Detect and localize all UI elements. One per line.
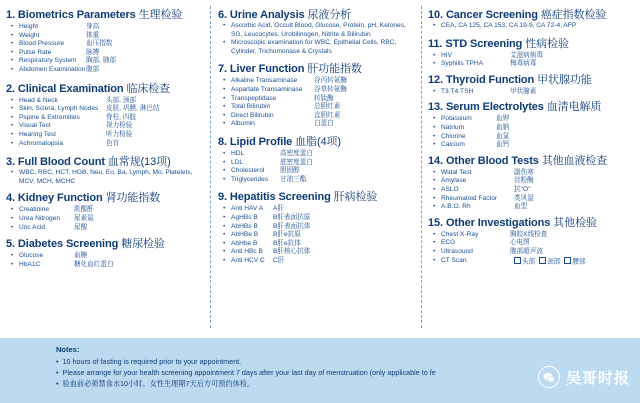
list-item	[6, 252, 204, 261]
item-name-en: CT Scan	[441, 256, 467, 264]
list-item	[428, 203, 634, 212]
item-name-cn: 甲状腺素	[510, 87, 537, 95]
item-name-cn: 色盲	[106, 139, 120, 147]
item-name-en: T3.T4.TSH	[441, 87, 474, 95]
section-title-cn: 肾功能指数	[105, 192, 161, 205]
item-list	[428, 88, 634, 97]
section-s1	[6, 8, 204, 75]
section-s10	[428, 8, 634, 31]
item-name-cn: B肝核心抗体	[273, 248, 311, 256]
list-item	[218, 103, 414, 112]
section-s9	[218, 190, 414, 265]
section-title	[428, 73, 634, 87]
section-title-en: 8. Lipid Profile	[218, 135, 293, 148]
list-item	[6, 66, 204, 75]
section-title	[428, 100, 634, 114]
checkbox[interactable]	[514, 257, 521, 264]
item-list	[6, 206, 204, 232]
item-name-cn: C肝	[273, 256, 285, 264]
section-title-en: 1. Biometrics Parameters	[6, 9, 136, 21]
list-item	[218, 77, 414, 86]
section-title-en: 10. Cancer Screening	[428, 9, 538, 21]
item-list	[6, 97, 204, 149]
item-name-cn: 糖化血红蛋白	[74, 260, 114, 268]
section-s13	[428, 100, 634, 149]
list-item	[428, 195, 634, 204]
section-s4	[6, 191, 204, 232]
item-paragraph: • CEA, CA 125, CA 153, CA 19-9, CA 72-4, AFP	[428, 22, 634, 31]
item-name-en: Chlorine	[441, 132, 466, 140]
list-item	[218, 257, 414, 266]
item-name-en: Anti HBc B	[231, 248, 263, 256]
item-list	[6, 252, 204, 269]
item-name-en: Blood Pressure	[19, 40, 65, 48]
chat-bubble-icon	[538, 366, 560, 388]
list-item	[6, 105, 204, 114]
section-title-en: 14. Other Blood Tests	[428, 154, 539, 167]
checkbox-label: 腰部	[572, 258, 586, 265]
item-name-en: Potassium	[441, 115, 472, 123]
ct-options	[510, 257, 586, 267]
checkbox[interactable]	[539, 257, 546, 264]
list-item	[6, 23, 204, 32]
item-name-en: Syphilis TPHA	[441, 60, 484, 68]
section-title-cn: 其他检验	[553, 216, 597, 229]
item-name-en: HIV	[441, 51, 452, 59]
section-title	[218, 8, 414, 22]
item-name-en: A.B.O. Rh	[441, 203, 471, 211]
checkbox-label: 头部	[522, 258, 536, 265]
item-name-en: Anti HAV A	[231, 205, 264, 213]
section-title-cn: 甲状腺功能	[537, 73, 592, 86]
item-name-cn: 尿酸	[74, 223, 88, 231]
item-name-cn: 副伤寒	[514, 168, 534, 176]
section-title-cn: 癌症指数检验	[540, 9, 607, 21]
section-title-cn: 生理检验	[138, 9, 183, 21]
list-item	[6, 57, 204, 66]
item-name-en: Chest X-Ray	[441, 230, 479, 238]
section-s15	[428, 216, 634, 265]
section-title	[6, 155, 204, 169]
item-list	[218, 77, 414, 129]
item-name-cn: 体重	[86, 31, 100, 39]
item-list	[428, 115, 634, 149]
item-name-en: Transpeptidase	[231, 94, 277, 102]
item-name-en: Cholesterol	[231, 167, 265, 175]
section-title-en: 6. Urine Analysis	[218, 9, 305, 21]
section-title-cn: 血脂(4项)	[295, 135, 341, 148]
checkbox[interactable]	[564, 257, 571, 264]
section-s3	[6, 155, 204, 186]
section-s7	[218, 62, 414, 129]
item-name-en: AbHBs B	[231, 222, 258, 230]
item-name-en: HDL	[231, 149, 245, 157]
item-name-en: Pulse Rate	[19, 48, 52, 56]
item-list	[218, 205, 414, 265]
section-title-en: 5. Diabetes Screening	[6, 238, 119, 251]
section-title-en: 9. Hepatitis Screening	[218, 191, 331, 204]
list-item	[428, 133, 634, 142]
item-name-cn: 血压指数	[86, 40, 113, 48]
item-name-cn: 脉搏	[86, 48, 100, 56]
item-name-cn: 高密度蛋白	[280, 149, 313, 157]
item-name-cn: 腹部	[86, 65, 100, 73]
section-title-en: 12. Thyroid Function	[428, 73, 535, 86]
list-item	[218, 159, 414, 168]
section-title-en: 2. Clinical Examination	[6, 82, 124, 95]
list-item	[6, 97, 204, 106]
list-item	[218, 214, 414, 223]
item-name-cn: 梅毒病毒	[510, 60, 537, 68]
list-item	[428, 88, 634, 97]
item-name-cn: 血型	[514, 203, 528, 211]
section-title	[428, 154, 634, 168]
item-name-en: Rheumatoid Factor	[441, 194, 498, 202]
list-item	[6, 32, 204, 41]
item-name-cn: 甘油三酯	[280, 175, 307, 183]
item-name-cn: 类风湿	[514, 194, 534, 202]
item-name-cn: 白蛋白	[314, 120, 334, 128]
item-name-en: Widal Test	[441, 168, 472, 176]
list-item	[428, 239, 634, 248]
item-name-en: AbHbe B	[231, 239, 258, 247]
item-name-en: Triglycerides	[231, 175, 269, 183]
item-name-en: Anti HCV C	[231, 256, 265, 264]
item-name-en: Calcium	[441, 141, 465, 149]
item-name-cn: 尿素氮	[74, 214, 94, 222]
list-item	[218, 231, 414, 240]
section-title-cn: 糖尿检验	[121, 238, 165, 251]
item-name-cn: 血钙	[496, 141, 510, 149]
list-item	[428, 257, 634, 266]
list-item	[6, 261, 204, 270]
list-item	[218, 176, 414, 185]
item-name-en: Urea Nitrogen	[19, 214, 61, 222]
section-title-cn: 尿液分析	[307, 9, 352, 21]
list-item	[6, 206, 204, 215]
item-name-cn: 底密度蛋白	[280, 158, 313, 166]
section-title	[6, 237, 204, 251]
item-name-en: Uric Acid	[19, 223, 46, 231]
section-title-en: 4. Kidney Function	[6, 192, 103, 205]
section-title-cn: 血常规(13项)	[107, 156, 171, 169]
item-name-en: ECG	[441, 239, 456, 247]
item-name-en: Ultrasound	[441, 247, 473, 255]
item-paragraph: • Microscopic examination for WBC, Epithelial Cells, RBC, Cylinder, Trichomonase & Crystals	[218, 39, 414, 56]
section-title-en: 13. Serum Electrolytes	[428, 101, 544, 114]
item-name-cn: 头部, 颈部	[106, 96, 137, 104]
list-item	[218, 205, 414, 214]
list-item	[6, 40, 204, 49]
item-name-en: Visual Test	[19, 122, 51, 130]
item-name-cn: 视力检验	[106, 122, 133, 130]
list-item	[6, 114, 204, 123]
list-item	[6, 140, 204, 149]
item-name-en: Alkaline Transaminase	[231, 77, 298, 85]
item-name-cn: 淀粉酶	[514, 177, 534, 185]
item-name-cn: 直胆红素	[314, 111, 341, 119]
list-item	[6, 131, 204, 140]
section-s12	[428, 73, 634, 97]
section-title	[428, 216, 634, 230]
list-item	[6, 215, 204, 224]
list-item	[428, 52, 634, 61]
list-item	[428, 231, 634, 240]
item-name-en: Skin, Sclera, Lymph Nodes	[19, 105, 99, 113]
item-name-en: Achromatopsia	[19, 139, 63, 147]
notes-title: Notes:	[56, 345, 80, 354]
section-title-en: 3. Full Blood Count	[6, 156, 105, 169]
item-name-cn: 抗"O"	[514, 185, 531, 193]
list-item	[218, 86, 414, 95]
column-divider	[210, 6, 211, 328]
item-name-en: Amylase	[441, 177, 467, 185]
item-name-cn: A肝	[273, 205, 284, 213]
list-item	[428, 248, 634, 257]
section-title-cn: 肝病检验	[333, 191, 378, 204]
item-name-en: Total Bilirubin	[231, 103, 271, 111]
item-name-cn: 总胆红素	[314, 103, 341, 111]
list-item	[428, 60, 634, 69]
section-title	[428, 8, 634, 22]
item-name-en: AgHBs B	[231, 213, 258, 221]
section-s2	[6, 82, 204, 149]
item-name-en: HbA1C	[19, 260, 41, 268]
watermark	[538, 366, 630, 388]
item-name-cn: 血钾	[496, 115, 510, 123]
list-item	[218, 240, 414, 249]
column-divider	[421, 6, 422, 328]
section-title-en: 15. Other Investigations	[428, 216, 551, 229]
section-title	[218, 62, 414, 76]
section-title-en: 7. Liver Function	[218, 63, 305, 76]
item-name-cn: 血糖	[74, 252, 88, 260]
list-item	[218, 150, 414, 159]
list-item	[428, 141, 634, 150]
item-name-en: AbHBe B	[231, 231, 259, 239]
list-item	[218, 223, 414, 232]
column-2	[218, 8, 414, 271]
item-name-cn: 脊柱, 四肢	[106, 113, 137, 121]
item-name-cn: B肝e抗原	[273, 231, 301, 239]
item-name-cn: B肝e抗体	[273, 239, 301, 247]
item-name-en: LDL	[231, 158, 244, 166]
item-name-en: Glucose	[19, 252, 44, 260]
section-title	[6, 82, 204, 96]
item-name-cn: B肝表面抗原	[273, 213, 311, 221]
note-line: • 10 hours of fasting is required prior to your appointment.	[56, 357, 241, 366]
section-s14	[428, 154, 634, 212]
item-name-cn: 艾滋病病毒	[510, 51, 543, 59]
item-paragraph: • Ascorbic Acid, Occult Blood, Glucose, Protein, pH, Ketones, SG, Leucocytes, Urobilinogen, Nitrite & Bilirubin	[218, 22, 414, 39]
list-item	[428, 124, 634, 133]
section-title-en: 11. STD Screening	[428, 37, 523, 50]
item-name-en: Respiratory System	[19, 57, 77, 65]
list-item	[6, 122, 204, 131]
item-name-en: Natrium	[441, 123, 465, 131]
checkbox-label: 颈部	[547, 258, 561, 265]
item-paragraph: • WBC, RBC, HCT, HGB, Neu, Eo, Ba, Lymph, Mo, Platelets, MCV, MCH, MCHC	[6, 169, 204, 186]
note-line: • 验血前必须禁食水10小时。女性生理期7天后方可预约体检。	[56, 379, 254, 389]
list-item	[428, 177, 634, 186]
item-name-en: ASLO	[441, 185, 459, 193]
item-name-en: Hearing Test	[19, 130, 56, 138]
section-title	[218, 135, 414, 149]
list-item	[218, 248, 414, 257]
section-title-cn: 肝功能指数	[307, 63, 362, 76]
item-name-en: Creatinine	[19, 206, 50, 214]
list-item	[428, 115, 634, 124]
section-s11	[428, 37, 634, 69]
column-1	[6, 8, 204, 275]
item-name-en: Aspartate Transaminase	[231, 85, 303, 93]
section-title	[6, 8, 204, 22]
item-name-cn: 肌酸酐	[74, 206, 94, 214]
section-title-cn: 临床检查	[126, 82, 171, 95]
section-s8	[218, 135, 414, 184]
item-list	[218, 150, 414, 184]
item-list	[6, 23, 204, 75]
section-s6	[218, 8, 414, 56]
note-line: • Please arrange for your health screening appointment 7 days after your last day of menstruation (only applicable to fe	[56, 368, 436, 377]
item-name-cn: 胆固醇	[280, 167, 300, 175]
section-title	[218, 190, 414, 204]
column-3	[428, 8, 634, 271]
item-name-cn: 血钠	[496, 123, 510, 131]
item-name-en: Direct Bilirubin	[231, 111, 274, 119]
section-title-cn: 性病检验	[525, 37, 569, 50]
item-name-en: Head & Neck	[19, 96, 58, 104]
item-name-cn: 心电图	[510, 239, 530, 247]
list-item	[6, 224, 204, 233]
list-item	[218, 120, 414, 129]
item-name-cn: B肝表面抗体	[273, 222, 311, 230]
list-item	[428, 186, 634, 195]
list-item	[218, 95, 414, 104]
item-name-cn: 转肽酶	[314, 94, 334, 102]
list-item	[218, 167, 414, 176]
section-s5	[6, 237, 204, 269]
item-list	[428, 231, 634, 265]
section-title-cn: 其他血液检查	[541, 154, 608, 167]
section-title-cn: 血清电解质	[546, 101, 602, 114]
item-name-cn: 谷丙转氨酶	[314, 77, 347, 85]
item-name-cn: 胸部, 肺部	[86, 57, 117, 65]
item-name-cn: 听力检验	[106, 130, 133, 138]
item-name-en: Height	[19, 23, 39, 30]
item-name-en: Pspine & Extremities	[19, 113, 80, 121]
item-name-cn: 腹部超声波	[510, 247, 543, 255]
section-title	[428, 37, 634, 51]
item-name-en: Albumin	[231, 120, 255, 128]
item-name-en: Abdomen Examination	[19, 65, 86, 73]
item-name-cn: 身高	[86, 23, 100, 30]
item-name-cn: 谷草转氨酶	[314, 85, 347, 93]
item-name-cn: 胸腔X线检查	[510, 230, 548, 238]
watermark-text: 吴哥时报	[565, 369, 630, 387]
item-list	[428, 169, 634, 212]
item-name-cn: 皮肤, 巩膜, 淋巴结	[106, 105, 160, 113]
item-name-en: Weight	[19, 31, 40, 39]
item-name-cn: 血氯	[496, 132, 510, 140]
section-title	[6, 191, 204, 205]
item-list	[428, 52, 634, 69]
